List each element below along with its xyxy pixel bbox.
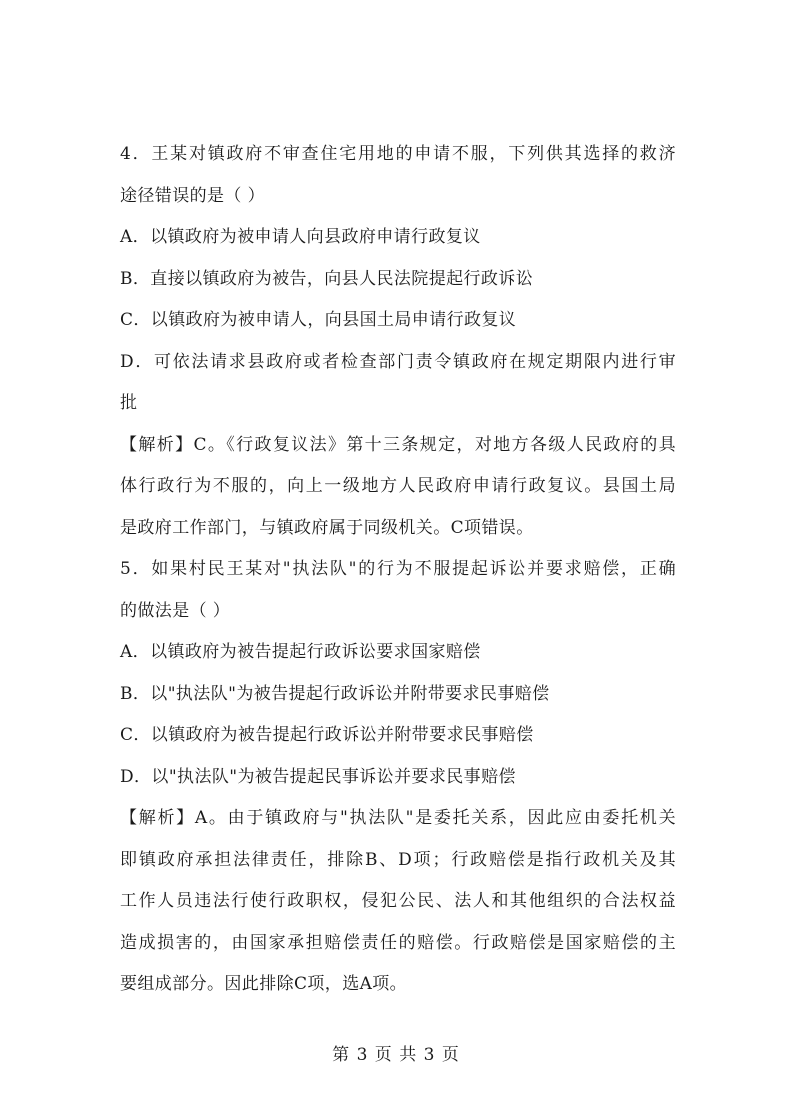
question-5-option-d: D．以"执法队"为被告提起民事诉讼并要求民事赔偿 (120, 766, 516, 787)
document-body (120, 134, 676, 1006)
question-5-analysis-line-5: 要组成部分。因此排除C项，选A项。 (120, 974, 408, 994)
question-5-option-c: C．以镇政府为被告提起行政诉讼并附带要求民事赔偿 (120, 725, 534, 745)
question-4-analysis-line-3: 是政府工作部门，与镇政府属于同级机关。C项错误。 (120, 517, 534, 538)
question-4-option-d-line-2: 批 (120, 393, 138, 413)
page-number-footer: 第 3 页 共 3 页 (332, 1045, 460, 1065)
question-4-analysis-line-1: 【解析】C。《行政复议法》第十三条规定，对地方各级人民政府的具 (120, 434, 676, 455)
question-4-stem-line-1: 4．王某对镇政府不审查住宅用地的申请不服，下列供其选择的救济 (120, 144, 676, 164)
question-5-stem-line-2: 的做法是（ ） (120, 600, 231, 621)
question-4-option-b: B．直接以镇政府为被告，向县人民法院提起行政诉讼 (120, 268, 534, 289)
question-4-option-c: C．以镇政府为被申请人，向县国土局申请行政复议 (120, 310, 517, 330)
question-5-stem-line-1: 5．如果村民王某对"执法队"的行为不服提起诉讼并要求赔偿，正确 (120, 559, 676, 579)
question-5-analysis-line-1: 【解析】A。由于镇政府与"执法队"是委托关系，因此应由委托机关 (120, 808, 676, 828)
question-4-option-d-line-1: D．可依法请求县政府或者检查部门责令镇政府在规定期限内进行审 (120, 351, 676, 372)
question-5-option-a: A．以镇政府为被告提起行政诉讼要求国家赔偿 (120, 642, 481, 662)
question-4-analysis-line-2: 体行政行为不服的，向上一级地方人民政府申请行政复议。县国土局 (120, 476, 676, 496)
question-4-option-a: A．以镇政府为被申请人向县政府申请行政复议 (120, 227, 481, 247)
question-5-analysis-line-2: 即镇政府承担法律责任，排除B、D项；行政赔偿是指行政机关及其 (120, 849, 676, 870)
question-4-stem-line-2: 途径错误的是（ ） (120, 185, 266, 206)
question-5-analysis-line-4: 造成损害的，由国家承担赔偿责任的赔偿。行政赔偿是国家赔偿的主 (120, 932, 676, 953)
question-5-analysis-line-3: 工作人员违法行使行政职权，侵犯公民、法人和其他组织的合法权益 (120, 891, 676, 911)
question-5-option-b: B．以"执法队"为被告提起行政诉讼并附带要求民事赔偿 (120, 683, 550, 704)
